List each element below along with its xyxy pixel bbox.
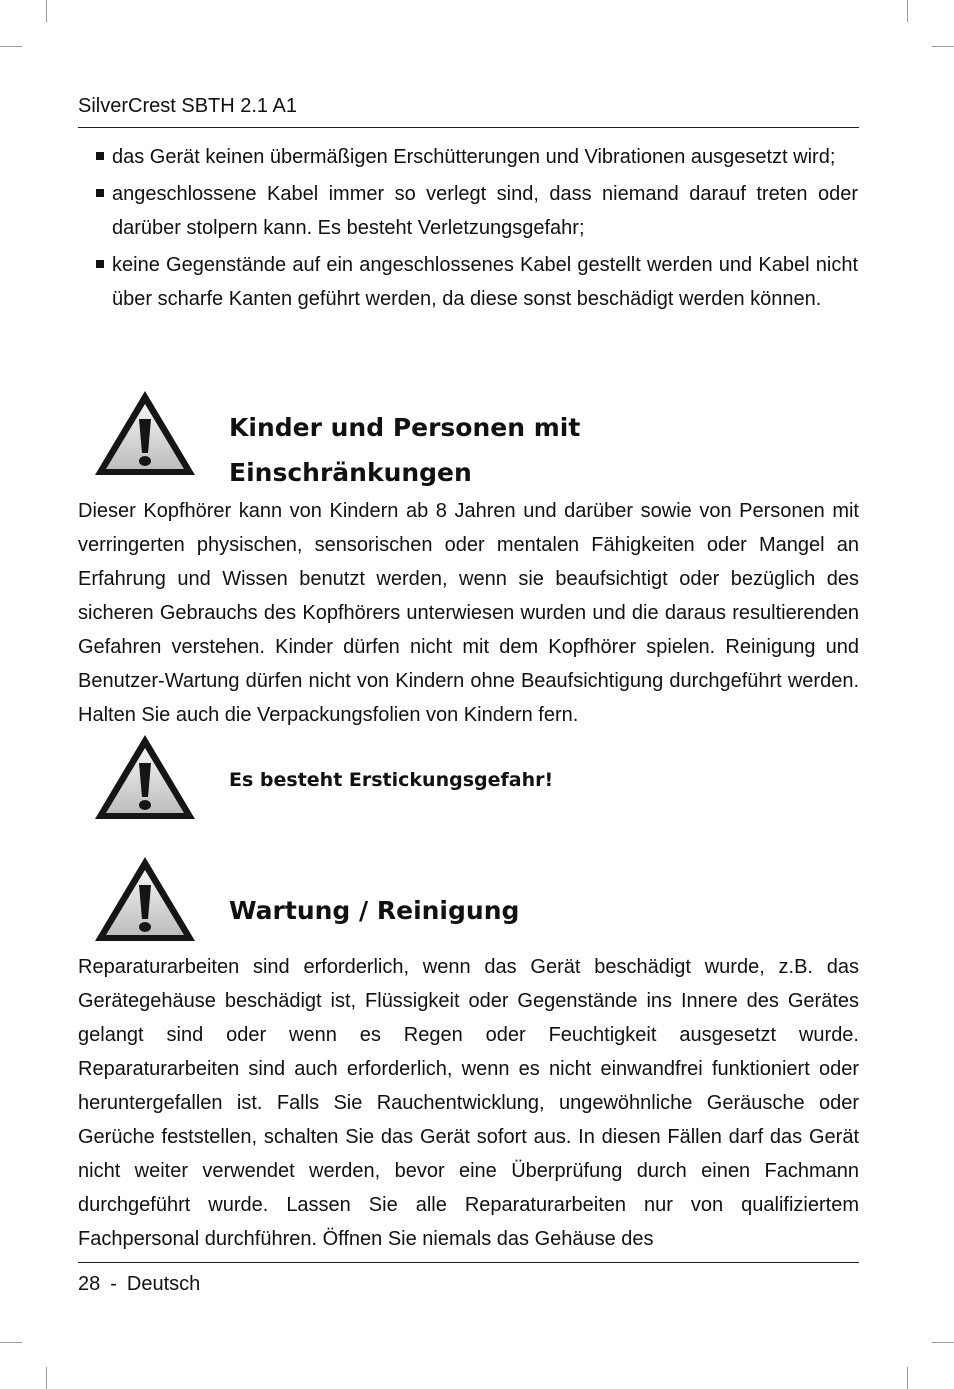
crop-mark bbox=[0, 46, 22, 47]
crop-mark bbox=[932, 1342, 954, 1343]
paragraph-maintenance: Reparaturarbeiten sind erforderlich, wenn das Gerät beschädigt wurde, z.B. das Gerätegehäuse beschädigt ist, Flüssigkeit oder Gegenstände ins Innere des Gerätes gelangt sind oder wenn es Regen oder Feuchtigkeit ausgesetzt wurde. Reparaturarbeiten sind auch erforderlich, wenn es nicht einwandfrei funktioniert oder heruntergefallen ist. Falls Sie Rauchentwicklung, ungewöhnliche Geräusche oder Gerüche feststellen, schalten Sie das Gerät sofort aus. In diesen Fällen darf das Gerät nicht weiter verwendet werden, bevor eine Überprüfung durch einen Fachmann durchgeführt wurde. Lassen Sie alle Reparaturarbeiten nur von qualifiziertem Fachpersonal durchführen. Öffnen Sie niemals das Gehäuse des bbox=[78, 956, 859, 1250]
heading-line: Einschränkungen bbox=[229, 458, 472, 487]
paragraph-children: Dieser Kopfhörer kann von Kindern ab 8 Jahren und darüber sowie von Personen mit verringerten physischen, sensorischen oder mentalen Fähigkeiten oder Mangel an Erfahrung und Wissen benutzt werden, wenn sie beaufsichtigt oder bezüglich des sicheren Gebrauchs des Kopfhörers unterwiesen wurden und die daraus resultierenden Gefahren verstehen. Kinder dürfen nicht mit dem Kopfhörer spielen. Reinigung und Benutzer-Wartung dürfen nicht von Kindern ohne Beaufsichtigung durchgeführt werden. Halten Sie auch die Verpackungsfolien von Kindern fern. bbox=[78, 500, 859, 726]
warning-triangle-icon bbox=[93, 389, 197, 479]
bullet-text: angeschlossene Kabel immer so verlegt sind, dass niemand darauf treten oder darüber stolpern kann. Es besteht Verletzungsgefahr; bbox=[112, 183, 858, 239]
bullet-square-icon bbox=[96, 189, 104, 197]
section-heading-maintenance: Wartung / Reinigung bbox=[229, 896, 520, 925]
crop-mark bbox=[46, 1367, 47, 1389]
header-title: SilverCrest SBTH 2.1 A1 bbox=[78, 95, 297, 117]
crop-mark bbox=[0, 1342, 22, 1343]
crop-mark bbox=[907, 1367, 908, 1389]
list-item bbox=[96, 177, 858, 245]
section-heading-children bbox=[229, 405, 580, 495]
warning-suffocation: Es besteht Erstickungsgefahr! bbox=[229, 769, 554, 791]
page-footer bbox=[78, 1262, 859, 1297]
list-item bbox=[96, 140, 858, 174]
heading-line: Kinder und Personen mit bbox=[229, 413, 581, 442]
bullet-list bbox=[96, 140, 858, 319]
footer-language: Deutsch bbox=[126, 1273, 201, 1295]
bullet-square-icon bbox=[96, 260, 104, 268]
list-item bbox=[96, 248, 858, 316]
bullet-text: das Gerät keinen übermäßigen Erschütterungen und Vibrationen ausgesetzt wird; bbox=[112, 146, 836, 168]
page-number: 28 bbox=[78, 1273, 101, 1295]
warning-triangle-icon bbox=[93, 733, 197, 823]
warning-triangle-icon bbox=[93, 855, 197, 945]
crop-mark bbox=[46, 0, 47, 22]
bullet-text: keine Gegenstände auf ein angeschlossenes Kabel gestellt werden und Kabel nicht über scharfe Kanten geführt werden, da diese sonst beschädigt werden können. bbox=[112, 254, 858, 310]
crop-mark bbox=[907, 0, 908, 22]
crop-mark bbox=[932, 46, 954, 47]
bullet-square-icon bbox=[96, 152, 104, 160]
page-header bbox=[78, 93, 859, 128]
footer-separator: - bbox=[110, 1273, 117, 1295]
